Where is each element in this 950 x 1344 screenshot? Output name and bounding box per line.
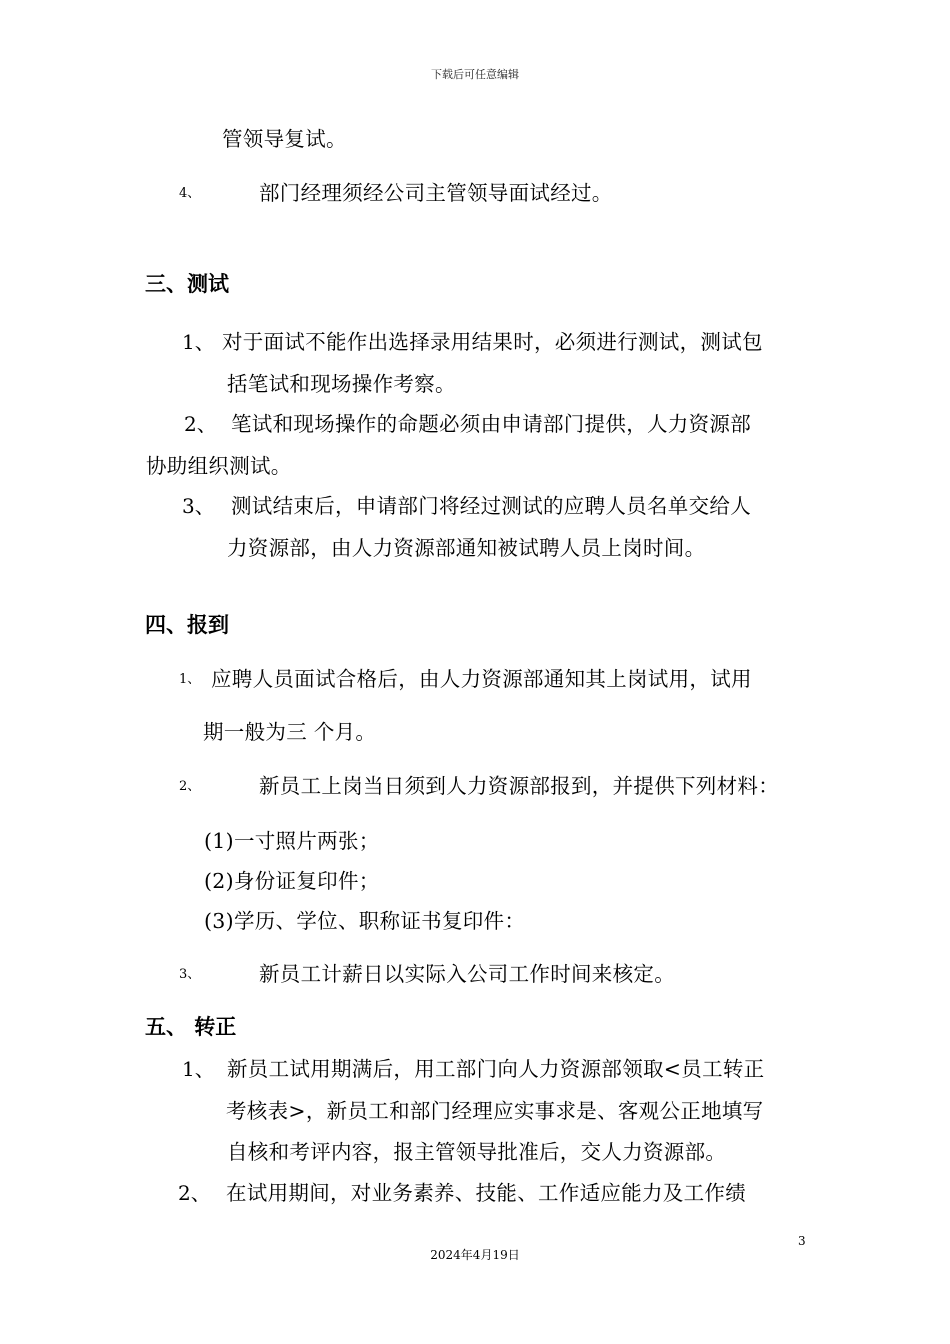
list-number: 1、: [179, 672, 201, 687]
body-line: 在试用期间，对业务素养、技能、工作适应能力及工作绩: [226, 1181, 746, 1205]
body-line: 笔试和现场操作的命题必须由申请部门提供，人力资源部: [231, 412, 751, 436]
body-line: 协助组织测试。: [146, 454, 292, 478]
list-number: 4、: [179, 186, 201, 201]
materials-item: (3)学历、学位、职称证书复印件：: [204, 909, 526, 933]
section-heading: 四、报到: [145, 613, 229, 637]
materials-item: (2)身份证复印件；: [204, 869, 380, 893]
list-number: 2、: [184, 412, 217, 436]
body-line: 新员工试用期满后，用工部门向人力资源部领取<员工转正: [227, 1057, 765, 1081]
list-number: 2、: [179, 779, 201, 794]
materials-item: (1)一寸照片两张；: [204, 829, 380, 853]
body-line: 期一般为三 个月。: [203, 720, 377, 744]
body-line: 测试结束后，申请部门将经过测试的应聘人员名单交给人: [231, 494, 751, 518]
body-line: 自核和考评内容，报主管领导批准后，交人力资源部。: [227, 1140, 727, 1164]
body-line: 考核表>，新员工和部门经理应实事求是、客观公正地填写: [226, 1099, 764, 1123]
section-heading: 五、 转正: [145, 1015, 237, 1039]
list-number: 2、: [178, 1181, 211, 1205]
list-number: 1、: [182, 1057, 215, 1081]
body-line: 括笔试和现场操作考察。: [227, 372, 456, 396]
body-line: 对于面试不能作出选择录用结果时，必须进行测试，测试包: [222, 330, 763, 354]
list-number: 1、: [182, 330, 215, 354]
list-number: 3、: [179, 967, 201, 982]
body-line: 管领导复试。: [222, 127, 347, 151]
body-line: 新员工计薪日以实际入公司工作时间来核定。: [259, 962, 675, 986]
footer-date: 2024年4月19日: [430, 1248, 520, 1262]
page-header: 下载后可任意编辑: [431, 68, 519, 81]
body-line: 新员工上岗当日须到人力资源部报到，并提供下列材料：: [259, 774, 779, 798]
body-line: 力资源部，由人力资源部通知被试聘人员上岗时间。: [227, 536, 706, 560]
section-heading: 三、测试: [145, 272, 229, 296]
page-number: 3: [798, 1234, 806, 1248]
body-line: 应聘人员面试合格后，由人力资源部通知其上岗试用，试用: [211, 667, 752, 691]
body-line: 部门经理须经公司主管领导面试经过。: [259, 181, 613, 205]
list-number: 3、: [182, 494, 215, 518]
